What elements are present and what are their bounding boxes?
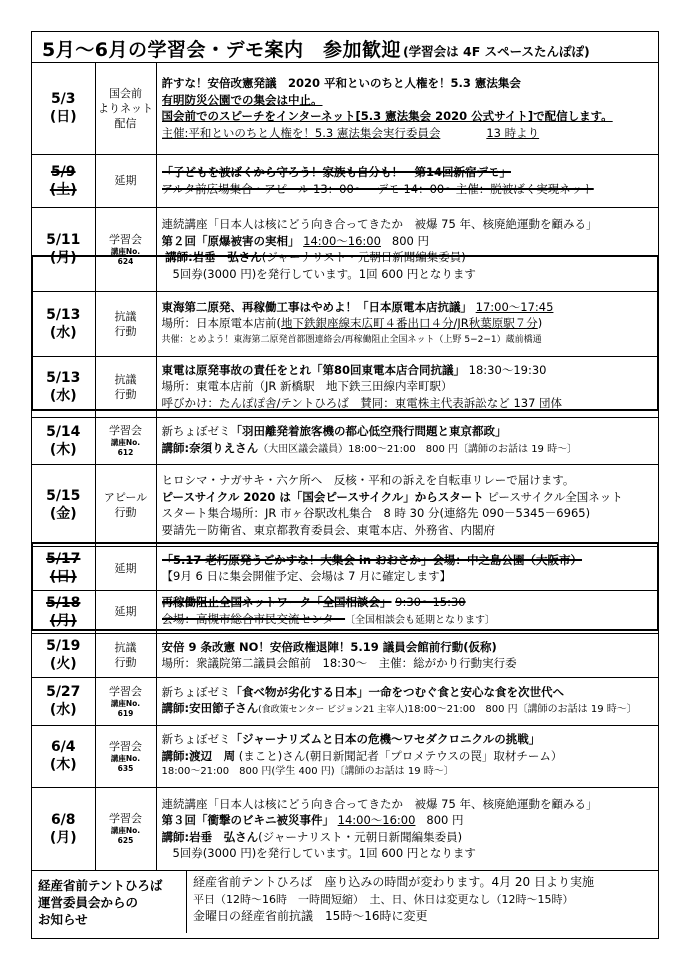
event-content (156, 464, 658, 546)
type-cell: 学習会 講座No. 635 (95, 725, 156, 787)
date-cell: 5/3 (日) (32, 63, 95, 154)
event-time: 17:00～17:45 (475, 299, 554, 314)
type-cell: 抗議 行動 (95, 356, 156, 417)
event-content (156, 154, 658, 207)
event-place: 会場：高槻市総合市民交流センター (161, 611, 346, 626)
notice-body (187, 871, 658, 933)
event-title: 再稼働阻止全国ネットワーク「全国相談会」 (161, 595, 392, 609)
event-content: 東海第二原発、再稼働工事はやめよ！「日本原電本店抗議」 17:00～17:45 場所：日本原電本店前(地下鉄銀座線末広町４番出口４分/JR秋葉原駅７分) 共催：とめよう！東海第二原発首都圏連絡会/再稼働阻止全国ネット（上野 5−2−1）蔵前橋通 (156, 291, 658, 356)
ticket-info: 5回券(3000 円)を発行しています。1回 600 円となります (172, 846, 476, 860)
event-title: 東電は原発事故の責任をとれ「第80回東電本店合同抗議」 (161, 362, 466, 377)
date-cell: 5/14 (木) (32, 417, 95, 464)
event-content (156, 207, 658, 291)
event-series: 新ちょぼゼミ (161, 424, 231, 438)
event-title: ヒロシマ・ナガサキ・六ケ所へ 反核・平和の訴えを自転車リレーで届けます。 (161, 473, 575, 487)
type-cell: 学習会 講座No. 612 (95, 417, 156, 464)
event-series: 連続講座「日本人は核にどう向き合ってきたか 被爆 75 年、核廃絶運動を顧みる」 (161, 796, 598, 811)
event-access: 地下鉄銀座線末広町４番出口４分/JR秋葉原駅７分 (281, 316, 538, 331)
event-notice: 〔全国相談会も延期となります〕 (345, 614, 496, 626)
event-content (156, 633, 658, 677)
type-cell: 学習会 講座No. 624 (95, 207, 156, 291)
date-cell: 5/27 (水) (32, 677, 95, 725)
event-time: 13 時より (486, 125, 540, 140)
tent-notice (32, 871, 658, 933)
lecturer-profile: (ジャーナリスト・元朝日新聞編集委員) (258, 829, 463, 844)
event-organizer: 呼びかけ：たんぽぽ舎/テントひろば 賛同：東電株主代表訴訟など 137 団体 (161, 395, 563, 410)
page-title: 5月～6月の学習会・デモ案内 参加歓迎 (42, 39, 401, 61)
event-title: 「食べ物が劣化する日本」一命をつむぐ食と安心な食を次世代へ (230, 684, 564, 699)
date-cell: 6/8 (月) (32, 787, 95, 870)
type-cell: 抗議 行動 (95, 633, 156, 677)
event-details: 18:00～21:00 800 円(学生 400 円)〔講師のお話は 19 時～〕 (161, 766, 454, 778)
page-header (32, 32, 658, 63)
event-content (156, 356, 658, 417)
date-cell: 5/18 (月) (32, 590, 95, 633)
event-series: 新ちょぼゼミ (161, 684, 231, 699)
event-title: 「5.17 老朽原発うごかすな！大集会 in おおさか」会場：中之島公園（大阪市） (161, 552, 583, 567)
event-place: スタート集合場所：JR 市ヶ谷駅改札集合 8 時 30 分(連絡先 090－5345－6965) (161, 506, 591, 520)
type-cell: アピール 行動 (95, 464, 156, 546)
event-title: 第２回「原爆被害の実相」 (161, 233, 300, 248)
event-content (156, 590, 658, 633)
date-cell: 5/17 (日) (32, 546, 95, 590)
event-details: アルタ前広場集合・アピール 13：00～ デモ 14：00～主催：脱被ばく実現ネット (161, 181, 594, 196)
table-row (32, 63, 658, 154)
event-lecturer: 講師:渡辺 周 (161, 748, 236, 763)
table-row (32, 590, 658, 633)
event-notice: 有明防災公園での集会は中止。 (161, 92, 323, 107)
type-cell: 延期 (95, 154, 156, 207)
event-title: 許すな！安倍改憲発議 2020 平和といのちと人権を！5.3 憲法集会 (161, 76, 521, 91)
table-row (32, 207, 658, 291)
event-notice: 【9月 6 日に集会開催予定、会場は 7 月に確定します】 (161, 569, 452, 583)
event-content (156, 787, 658, 870)
event-content (156, 546, 658, 590)
table-row (32, 725, 658, 787)
event-stream-info: 国会前でのスピーチをインターネット[5.3 憲法集会 2020 公式サイト]で配信します。 (161, 109, 613, 124)
schedule-table (32, 63, 658, 871)
type-cell: 学習会 講座No. 625 (95, 787, 156, 870)
type-cell: 学習会 講座No. 619 (95, 677, 156, 725)
notice-line: 平日（12時～16時 一時間短縮） 土、日、休日は変更なし（12時～15時） (193, 892, 574, 906)
table-row (32, 291, 658, 356)
table-row (32, 787, 658, 870)
event-lecturer: 講師:奈須りえさん (161, 440, 259, 455)
notice-heading: 経産省前テントひろば 運営委員会からの お知らせ (32, 871, 187, 933)
lecturer-profile: (食政策センター ビジョン21 主宰人) (258, 705, 408, 715)
event-organizer: 主催:平和といのちと人権を！5.3 憲法集会実行委員会 (161, 125, 441, 140)
lecturer-profile: (まこと)さん(朝日新聞記者「プロメテウスの罠」取材チーム） (238, 748, 563, 763)
table-row (32, 356, 658, 417)
date-cell: 6/4 (木) (32, 725, 95, 787)
event-title: 安倍 9 条改憲 NO！安倍政権退陣！5.19 議員会館前行動(仮称) (161, 639, 497, 654)
event-organizer: ピースサイクル全国ネット (487, 489, 623, 504)
type-cell: 延期 (95, 546, 156, 590)
date-cell: 5/15 (金) (32, 464, 95, 546)
table-row (32, 464, 658, 546)
event-details: 18:00～21:00 800 円〔講師のお話は 19 時～〕 (407, 704, 637, 715)
event-series: 連続講座「日本人は核にどう向き合ってきたか 被爆 75 年、核廃絶運動を顧みる」 (161, 217, 598, 231)
event-place: 場所：衆議院第二議員会館前 18:30～ 主催：総がかり行動実行委 (161, 656, 517, 670)
date-cell: 5/19 (火) (32, 633, 95, 677)
type-cell: 国会前 よりネット 配信 (95, 63, 156, 154)
date-cell: 5/13 (水) (32, 356, 95, 417)
event-content (156, 677, 658, 725)
event-place: 場所：東電本店前（JR 新橋駅 地下鉄三田線内幸町駅） (161, 379, 453, 394)
notice-line: 金曜日の経産省前抗議 15時～16時に変更 (193, 908, 428, 923)
event-organizer: 共催：とめよう！東海第二原発首都圏連絡会/再稼働阻止全国ネット（上野 5−2−1）蔵前橋通 (161, 334, 542, 345)
event-lecturer: 講師:安田節子さん (161, 701, 259, 715)
type-cell: 抗議 行動 (95, 291, 156, 356)
event-targets: 要請先－防衛省、東京都教育委員会、東電本店、外務省、内閣府 (161, 522, 495, 537)
event-fee: 800 円 (426, 813, 464, 827)
event-time: 14:00～16:00 (337, 813, 416, 827)
event-title: 東海第二原発、再稼働工事はやめよ！「日本原電本店抗議」 (161, 299, 472, 314)
event-details: （大田区議会議員）18:00～21:00 800 円〔講師のお話は 19 時～〕 (258, 443, 578, 455)
event-content (156, 725, 658, 787)
event-fee: 800 円 (391, 233, 430, 248)
event-lecturer: 講師:岩垂 弘さん (161, 829, 259, 844)
table-row (32, 154, 658, 207)
event-title: 「ジャーナリズムと日本の危機～ワセダクロニクルの挑戦」 (230, 732, 541, 747)
ticket-info: 5回券(3000 円)を発行しています。1回 600 円となります (172, 266, 476, 281)
event-subtitle: ピースサイクル 2020 は「国会ピースサイクル」からスタート (161, 489, 484, 504)
event-series: 新ちょぼゼミ (161, 732, 231, 747)
event-time: 9:30～15:30 (395, 595, 466, 609)
lecturer-profile: (ジャーナリスト・元朝日新聞編集委員) (261, 250, 466, 264)
event-content (156, 63, 658, 154)
event-time: 14:00～16:00 (303, 233, 381, 248)
date-cell: 5/11 (月) (32, 207, 95, 291)
event-title: 第３回「衝撃のビキニ被災事件」 (161, 813, 334, 827)
table-row (32, 417, 658, 464)
event-title: 「羽田離発着旅客機の都心低空飛行問題と東京都政」 (230, 424, 507, 438)
venue-note: (学習会は 4F スペースたんぽぽ) (402, 44, 590, 59)
event-title: 「子どもを被ばくから守ろう！家族も自分も！ 第14回新宿デモ」 (161, 165, 511, 179)
table-row (32, 677, 658, 725)
event-lecturer: 講師:岩垂 弘さん (165, 250, 262, 264)
notice-line: 経産省前テントひろば 座り込みの時間が変わります。4月 20 日より実施 (193, 874, 594, 889)
event-time: 18:30～19:30 (468, 362, 547, 377)
table-row (32, 633, 658, 677)
event-content (156, 417, 658, 464)
event-place: 場所：日本原電本店前( (161, 316, 281, 331)
date-cell: 5/9 (土) (32, 154, 95, 207)
announcement-sheet (31, 31, 659, 939)
date-cell: 5/13 (水) (32, 291, 95, 356)
type-cell: 延期 (95, 590, 156, 633)
table-row (32, 546, 658, 590)
